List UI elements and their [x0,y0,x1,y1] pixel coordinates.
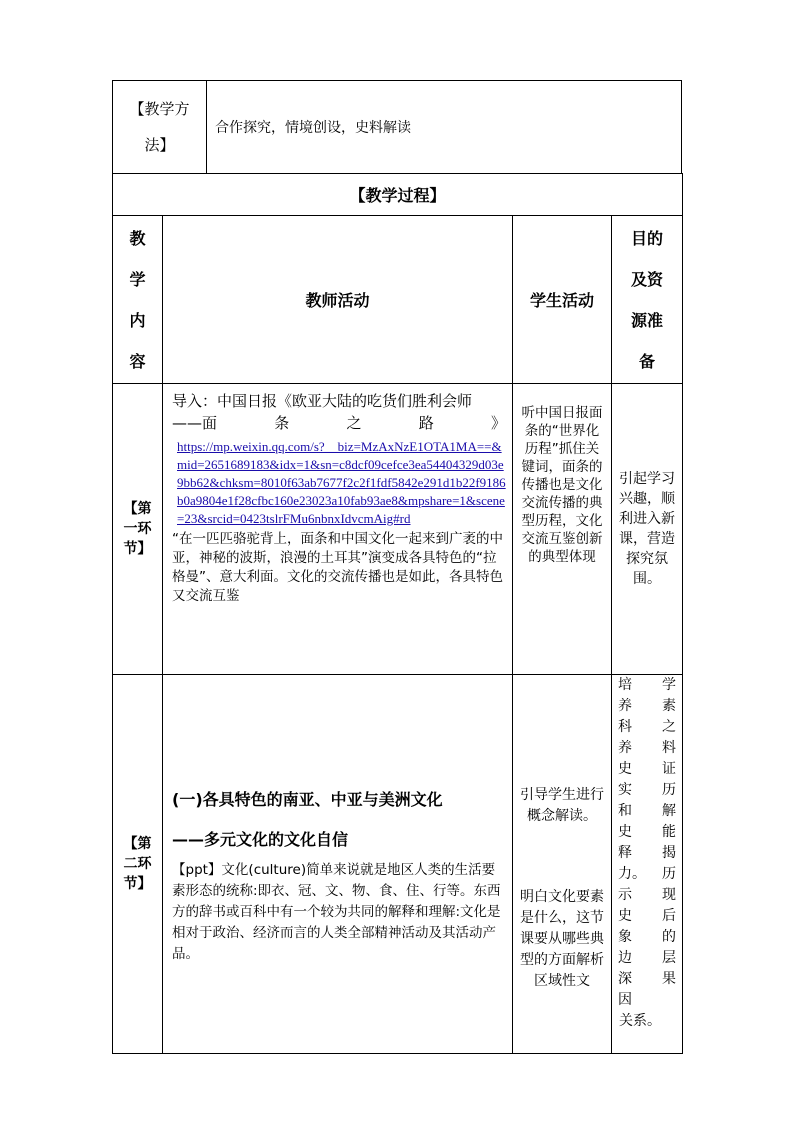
intro-line: 导入：中国日报《欧亚大陆的吃货们胜利会师 [172,392,473,410]
teaching-method-table [112,80,682,174]
header-content: 教 学 内 容 [113,216,163,384]
aim-column-right: 学 素 之 料 证 历 解 能 揭 历 现 后 的 层 果 [662,677,677,987]
header-aim-resources: 目的 及资 源准 备 [612,216,683,384]
section-1-aim: 引起学习兴趣，顺利进入新课，营造探究氛围。 [612,384,683,675]
lesson-plan-page [112,80,682,1054]
section-2-aim [612,675,683,1054]
header-teacher-activity: 教师活动 [163,216,513,384]
intro-quote: “在一匹匹骆驼背上，面条和中国文化一起来到广袤的中亚，神秘的波斯，浪漫的土耳其”演变成各具特色的“拉格曼”、意大利面。文化的交流传播也是如此，各具特色又交流互鉴 [172,531,503,604]
section-2-student-activity: 引导学生进行概念解读。 明白文化要素是什么，这节课要从哪些典型的方面解析区域性文 [513,675,612,1054]
teaching-method-label: 【教学方 法】 [113,81,207,174]
teaching-process-table [112,173,683,1054]
header-student-activity: 学生活动 [513,216,612,384]
section-2-heading: (一)各具特色的南亚、中亚与美洲文化 [172,789,443,809]
section-1-label: 【第 一环 节】 [113,384,163,675]
section-2-subheading: ——多元文化的文化自信 [172,829,349,849]
section-1-student-activity: 听中国日报面条的“世界化历程”抓住关键词，面条的传播也是文化交流传播的典型历程，文化交流互鉴创新的典型体现 [513,384,612,675]
ppt-culture-definition: 【ppt】文化(culture)简单来说就是地区人类的生活要素形态的统称:即衣、冠、文、物、食、住、行等。东西方的辞书或百科中有一个较为共同的解释和理解:文化是相对于政治、经济而言的人类全部精神活动及其活动产品。 [172,861,501,962]
article-link[interactable]: https://mp.weixin.qq.com/s?__biz=MzAxNzE1OTA1MA==&mid=2651689183&idx=1&sn=c8dcf09cefce3ea54404329d03e9bb62&chksm=8010f63ab7677f2c2f1fdf5842e291d1b22f9186b0a9804e1f28cfbc160e23023a10fab93ae8&mpshare=1&scene=23&srcid=0423tslrFMu6nbnxIdvcmAig#rd [177,439,506,526]
aim-column-left: 培 养 科 养 史 实 和 史 释 力。 示 史 象 边 深 因 关系。 [618,677,661,1029]
section-2-teacher-activity [163,675,513,1054]
section-1-teacher-activity [163,384,513,675]
teaching-method-value: 合作探究，情境创设，史料解读 [207,81,682,174]
section-2-label: 【第 二环 节】 [113,675,163,1054]
article-title-line: ——面 条 之 路 》 [172,414,506,432]
teaching-process-title: 【教学过程】 [113,174,683,216]
